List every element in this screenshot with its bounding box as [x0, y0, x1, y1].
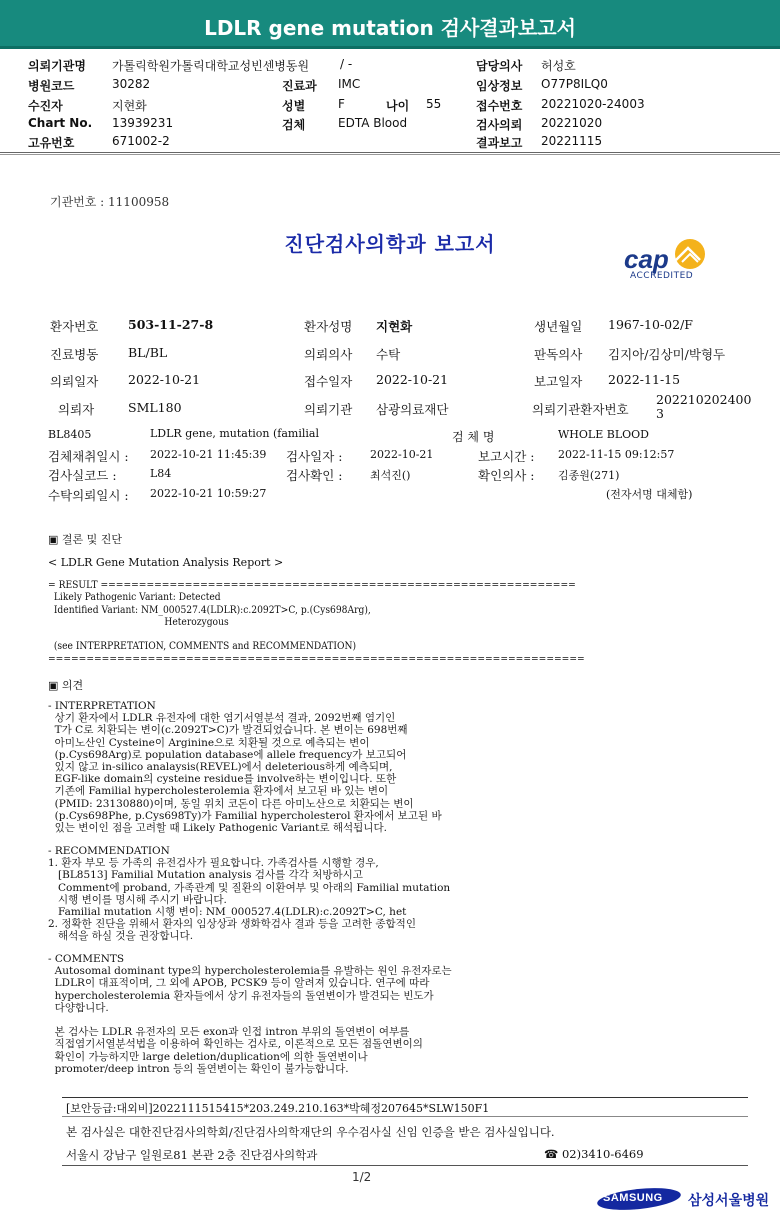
room-value: L84: [150, 467, 172, 480]
header-value: F: [338, 97, 345, 111]
header-value: 20221020-24003: [541, 97, 645, 111]
header-value: / -: [340, 57, 353, 71]
header-label: 의뢰기관명: [28, 59, 86, 73]
collected-value: 2022-10-21 11:45:39: [150, 448, 267, 461]
info-label: 판독의사: [534, 347, 583, 362]
patient-name: 지현화: [376, 319, 413, 334]
header-divider: [0, 154, 780, 155]
header-value: 671002-2: [112, 134, 170, 148]
lab-phone: ☎ 02)3410-6469: [544, 1147, 644, 1161]
header-value: IMC: [338, 77, 361, 91]
info-label: 의뢰의사: [304, 347, 353, 362]
page-title: LDLR gene mutation 검사결과보고서: [204, 16, 576, 40]
header-label: 결과보고: [476, 136, 523, 150]
header-label: 수진자: [28, 99, 63, 113]
footer-divider: [62, 1097, 748, 1098]
footer-divider: [62, 1116, 748, 1117]
info-label: 의뢰자: [58, 402, 95, 417]
confirm-label: 검사확인 :: [286, 468, 343, 483]
info-label: 생년월일: [534, 319, 583, 334]
request-label: 수탁의뢰일시 :: [48, 488, 129, 503]
header-label: 성별: [282, 99, 306, 113]
header-divider: [0, 152, 780, 153]
security-line: [보안등급:대외비]2022111515415*203.249.210.163*박혜정207645*SLW150F1: [66, 1102, 490, 1115]
request-value: 2022-10-21 10:59:27: [150, 487, 267, 500]
result-block: = RESULT ============================================================== Likely Pathogenic Variant: Detected Identified Variant: NM_000527.4(LDLR):c.2092T>C, p.(Cys698Arg), Heterozygous (see INTERPRETATION, COMMENTS and RECOMMENDATION) ======================================================================: [48, 580, 585, 665]
header-value: 20221115: [541, 134, 603, 148]
test-date-value: 2022-10-21: [370, 448, 434, 461]
header-value: 가톨릭학원가톨릭대학교성빈센병동원: [112, 59, 310, 73]
info-label: 환자번호: [50, 319, 99, 334]
cap-accredited-text: ACCREDITED: [630, 271, 694, 281]
confirm-value: 최석진(): [370, 469, 411, 482]
header-label: 고유번호: [28, 136, 75, 150]
section-heading-conclusion: ▣ 결론 및 진단: [48, 533, 123, 546]
test-code: BL8405: [48, 428, 92, 441]
room-label: 검사실코드 :: [48, 468, 117, 483]
info-value: 1967-10-02/F: [608, 317, 693, 332]
header-value: 허성호: [541, 59, 576, 73]
info-value: 2022-10-21: [128, 372, 201, 387]
header-value: 20221020: [541, 116, 603, 130]
info-label: 접수일자: [304, 374, 353, 389]
header-label: 접수번호: [476, 99, 523, 113]
info-label: 환자성명: [304, 319, 353, 334]
interpretation-text: - INTERPRETATION 상기 환자에서 LDLR 유전자에 대한 염기서열분석 결과, 2092번째 염기인 T가 C로 치환되는 변이(c.2092T>C)가 발견되었습니다. 본 변이는 698번째 아미노산인 Cysteine이 Arginine으로 치환될 것으로 예측되는 변이 (p.Cys698Arg)로 population database에 allele frequency가 보고되어 있지 않고 in-silico analaysis(REVEL)에서 deleterious하게 예측되며, EGF-like domain의 cysteine residue를 involve하는 변이입니다. 또한 기존에 Familial hypercholesterolemia 환자에서 보고된 바 있는 변이 (PMID: 23130880)이며, 동일 위치 코돈이 다른 아미노산으로 치환되는 변이 (p.Cys698Phe, p.Cys698Ty)가 Familial hypercholesterol 환자에서 보고된 바 있는 변이인 점을 고려할 때 Likely Pathogenic Variant로 해석됩니다.: [48, 700, 442, 835]
info-value: 삼광의료재단: [376, 402, 449, 417]
certification-note: 본 검사실은 대한진단검사의학회/진단검사의학재단의 우수검사실 신임 인증을 받은 검사실입니다.: [66, 1125, 555, 1139]
header-value: 30282: [112, 77, 151, 91]
test-date-label: 검사일자 :: [286, 449, 343, 464]
header-label: 임상정보: [476, 79, 523, 93]
info-label: 의뢰기관: [304, 402, 353, 417]
patient-number: 503-11-27-8: [128, 317, 214, 332]
header-value: 55: [426, 97, 442, 111]
info-value: SML180: [128, 400, 182, 415]
cap-accredited-logo: [620, 238, 720, 284]
info-label: 의뢰일자: [50, 374, 99, 389]
info-value: BL/BL: [128, 345, 168, 360]
institution-number: 기관번호 : 11100958: [50, 195, 170, 209]
esign-note: (전자서명 대체함): [606, 488, 693, 501]
section-heading-opinion: ▣ 의견: [48, 679, 84, 692]
header-value: O77P8ILQ0: [541, 77, 608, 91]
doctor-label: 확인의사 :: [478, 468, 535, 483]
header-label: 담당의사: [476, 59, 523, 73]
test-name: LDLR gene, mutation (familial: [150, 427, 319, 440]
header-label: 나이: [386, 99, 410, 113]
header-label: 병원코드: [28, 79, 75, 93]
info-label: 의뢰기관환자번호: [532, 402, 629, 417]
info-value: 수탁: [376, 347, 401, 362]
samsung-logo: [596, 1188, 682, 1210]
header-value: 지현화: [112, 99, 147, 113]
page-number: 1/2: [352, 1170, 372, 1184]
cap-text: cap: [624, 244, 669, 274]
comments-text: - COMMENTS Autosomal dominant type의 hypercholesterolemia를 유발하는 원인 유전자로는 LDLR이 대표적이며, 그 외에 APOB, PCSK9 등이 알려져 있습니다. 연구에 따라 hypercholesterolemia 환자들에서 상기 유전자들의 돌연변이가 발견되는 빈도가 다양합니다. 본 검사는 LDLR 유전자의 모든 exon과 인접 intron 부위의 돌연변이 여부를 직접염기서열분석법을 이용하여 확인하는 검사로, 이론적으로 모든 점돌연변이의 확인이 가능하지만 large deletion/duplication에 의한 돌연변이나 promoter/deep intron 등의 돌연변이는 확인이 불가능합니다.: [48, 953, 452, 1075]
info-value: 김지아/김상미/박형두: [608, 347, 726, 362]
info-label: 진료병동: [50, 347, 99, 362]
samsung-text: SAMSUNG: [603, 1192, 663, 1204]
analysis-report-heading: < LDLR Gene Mutation Analysis Report >: [48, 556, 284, 569]
report-time-label: 보고시간 :: [478, 449, 535, 464]
lab-address: 서울시 강남구 일원로81 본관 2층 진단검사의학과: [66, 1148, 318, 1162]
referral-patient-number: 202210202400 3: [656, 392, 752, 421]
header-label: 진료과: [282, 79, 317, 93]
collected-label: 검체채취일시 :: [48, 449, 129, 464]
header-label: 검체: [282, 118, 306, 132]
header-value: EDTA Blood: [338, 116, 408, 130]
header-label: Chart No.: [28, 116, 93, 130]
info-label: 보고일자: [534, 374, 583, 389]
doctor-value: 김종원(271): [558, 469, 620, 482]
hospital-name: 삼성서울병원: [688, 1193, 770, 1209]
header-label: 검사의뢰: [476, 118, 523, 132]
specimen-value: WHOLE BLOOD: [558, 428, 649, 441]
specimen-label: 검 체 명: [452, 430, 495, 444]
report-title-bar: [0, 0, 780, 49]
info-value: 2022-10-21: [376, 372, 449, 387]
header-value: 13939231: [112, 116, 174, 130]
report-time-value: 2022-11-15 09:12:57: [558, 448, 675, 461]
recommendation-text: - RECOMMENDATION 1. 환자 부모 등 가족의 유전검사가 필요합니다. 가족검사를 시행할 경우, [BL8513] Familial Mutation analysis 검사를 각각 처방하시고 Comment에 proband, 가족관계 및 질환의 이환여부 및 아래의 Familial mutation 시행 변이를 명시해 주시기 바랍니다. Familial mutation 시행 변이: NM_000527.4(LDLR):c.2092T>C, het 2. 정확한 진단을 위해서 환자의 임상상과 생화학검사 결과 등을 고려한 종합적인 해석을 하실 것을 권장합니다.: [48, 845, 451, 943]
report-title: 진단검사의학과 보고서: [284, 232, 496, 256]
info-value: 2022-11-15: [608, 372, 681, 387]
footer-divider: [62, 1165, 748, 1166]
